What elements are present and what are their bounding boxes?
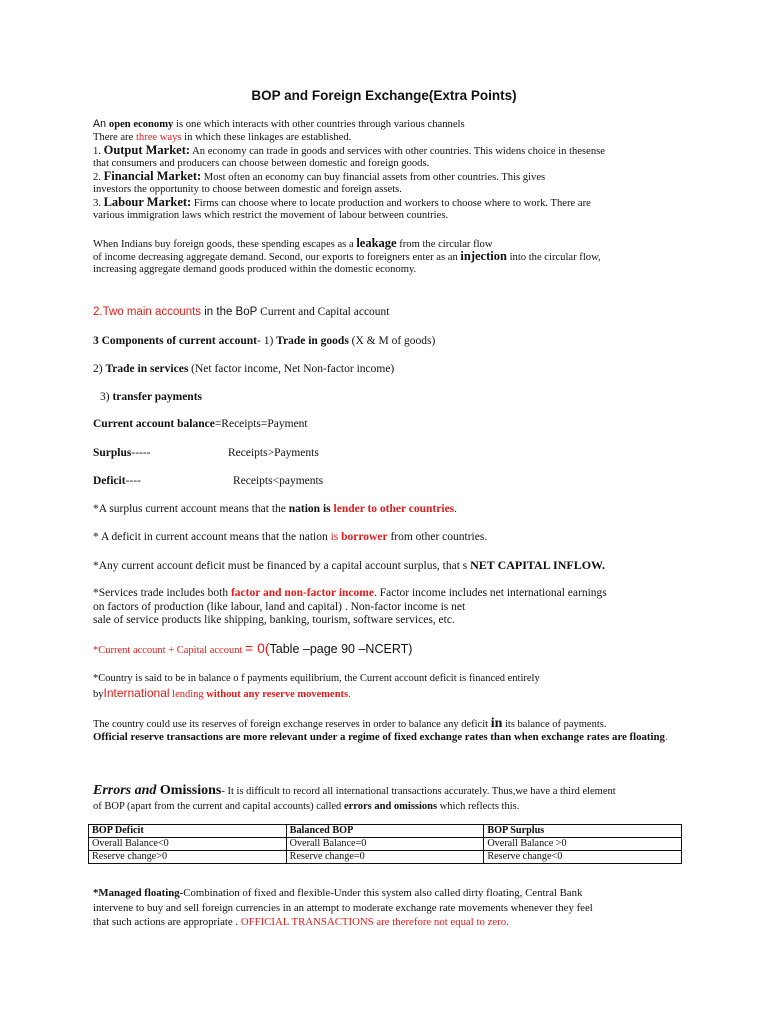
errors-omissions-line-1: Errors and Omissions- It is difficult to record all international transactions accurately. Thus,we have a third element (93, 783, 616, 798)
reserves-line-2: Official reserve transactions are more relevant under a regime of fixed exchange rates than when exchange rates are floating. (93, 731, 668, 743)
surplus-lender-line: *A surplus current account means that the nation is lender to other countries. (93, 503, 458, 515)
services-trade-line-1: *Services trade includes both factor and non-factor income. Factor income includes net international earnings (93, 587, 607, 599)
trade-in-services: 2) Trade in services (Net factor income, Net Non-factor income) (93, 363, 395, 375)
labour-market-line: 3. Labour Market: Firms can choose where to locate production and workers to choose where to work. There are (93, 195, 591, 209)
intro-line-8: various immigration laws which restrict the movement of labour between countries. (93, 210, 449, 221)
reserves-line-1: The country could use its reserves of foreign exchange reserves in order to balance any deficit in its balance of payments. (93, 716, 607, 731)
table-cell: Reserve change=0 (286, 851, 484, 864)
leakage-line: When Indians buy foreign goods, these spending escapes as a leakage from the circular flow (93, 236, 493, 250)
equilibrium-line-1: *Country is said to be in balance o f payments equilibrium, the Current account deficit is financed entirely (93, 673, 540, 684)
table-row (89, 851, 682, 864)
intro-line-6: investors the opportunity to choose between domestic and foreign assets. (93, 184, 402, 195)
managed-floating-line-1: *Managed floating-Combination of fixed and flexible-Under this system also called dirty floating, Central Bank (93, 887, 583, 899)
deficit-condition: Receipts<payments (233, 475, 324, 487)
header-bop-deficit: BOP Deficit (89, 825, 287, 838)
page-title: BOP and Foreign Exchange(Extra Points) (251, 88, 517, 103)
current-account-components: 3 Components of current account- 1) Trade in goods (X & M of goods) (93, 335, 436, 347)
financial-market-line: 2. Financial Market: Most often an economy can buy financial assets from other countries. This gives (93, 169, 546, 183)
table-cell: Overall Balance<0 (89, 838, 287, 851)
equilibrium-line-2: byInternational lending without any reserve movements. (93, 686, 351, 700)
two-main-accounts: 2.Two main accounts in the BoP Current and Capital account (93, 306, 390, 318)
deficit-borrower-line: * A deficit in current account means that the nation is borrower from other countries. (93, 531, 488, 543)
bop-table-header (89, 825, 682, 838)
header-balanced-bop: Balanced BOP (286, 825, 484, 838)
table-row (89, 838, 682, 851)
services-trade-line-3: sale of service products like shipping, banking, tourism, software services, etc. (93, 614, 455, 626)
table-cell: Reserve change<0 (484, 851, 682, 864)
managed-floating-line-3: that such actions are appropriate . OFFICIAL TRANSACTIONS are therefore not equal to zero. (93, 916, 509, 928)
account-equation: *Current account + Capital account = 0(Table –page 90 –NCERT) (93, 640, 413, 656)
surplus-condition: Receipts>Payments (228, 447, 319, 459)
services-trade-line-2: on factors of production (like labour, land and capital) . Non-factor income is net (93, 601, 466, 613)
table-cell: Overall Balance >0 (484, 838, 682, 851)
header-bop-surplus: BOP Surplus (484, 825, 682, 838)
bop-table (88, 824, 682, 864)
injection-line: of income decreasing aggregate demand. Second, our exports to foreigners enter as an injection into the circular flow, (93, 249, 601, 263)
current-account-balance: Current account balance=Receipts=Payment (93, 418, 308, 430)
output-market-line: 1. Output Market: An economy can trade in goods and services with other countries. This widens choice in thesense (93, 143, 605, 157)
table-cell: Reserve change>0 (89, 851, 287, 864)
errors-omissions-line-2: of BOP (apart from the current and capital accounts) called errors and omissions which reflects this. (93, 801, 520, 812)
surplus-line: Surplus----- (93, 447, 151, 459)
leakage-line-3: increasing aggregate demand goods produced within the domestic economy. (93, 264, 417, 275)
intro-line-2: There are three ways in which these linkages are established. (93, 132, 352, 143)
managed-floating-line-2: intervene to buy and sell foreign currencies in an attempt to moderate exchange rate movements whenever they feel (93, 902, 593, 914)
intro-line-4: that consumers and producers can choose between domestic and foreign goods. (93, 158, 430, 169)
table-cell: Overall Balance=0 (286, 838, 484, 851)
transfer-payments: 3) transfer payments (100, 391, 203, 403)
deficit-line: Deficit---- (93, 475, 141, 487)
net-capital-inflow-line: *Any current account deficit must be financed by a capital account surplus, that s NET CAPITAL INFLOW. (93, 558, 605, 572)
intro-line-1: An open economy is one which interacts with other countries through various channels (93, 118, 465, 130)
